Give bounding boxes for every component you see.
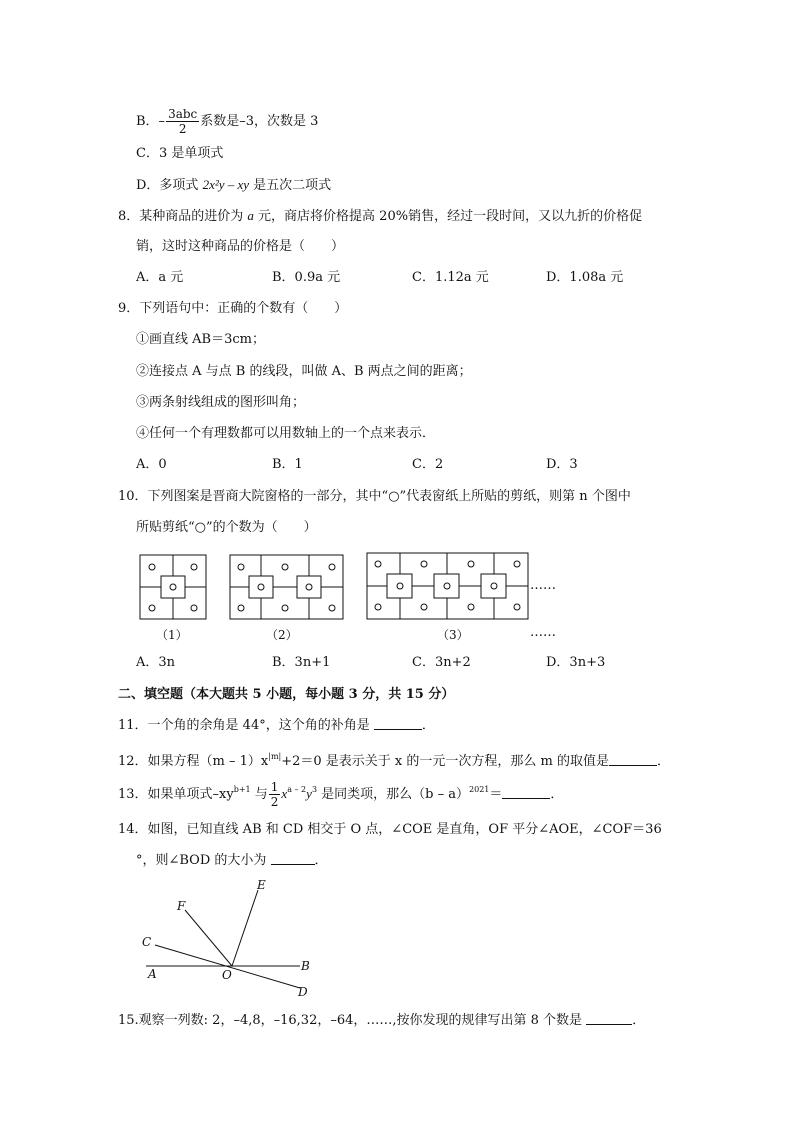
q10-option-d: D．3n+3 — [546, 655, 606, 670]
q8-option-a: A．a 元 — [136, 270, 184, 285]
q8-stem-line2: 销，这时这种商品的价格是（ ） — [136, 239, 345, 254]
q10-figure-label-1: （1） — [156, 628, 188, 642]
q13-text-f: ＝ — [489, 787, 503, 802]
q10-option-b: B．3n+1 — [272, 655, 331, 670]
q13-end: ． — [550, 787, 564, 802]
q10-option-a: A．3n — [136, 655, 176, 670]
q13-text-a: 13．如果单项式–xy — [118, 787, 234, 802]
label-o: O — [222, 968, 232, 982]
q9-statement-2: ②连接点 A 与点 B 的线段，叫做 A、B 两点之间的距离； — [136, 364, 472, 379]
q9-statement-4: ④任何一个有理数都可以用数轴上的一个点来表示． — [136, 426, 436, 441]
q12-text-b: +2＝0 是表示关于 x 的一元一次方程，那么 m 的取值是 — [281, 754, 609, 769]
ray-oe — [232, 890, 258, 966]
label-b: B — [301, 959, 310, 973]
q8-option-d: D．1.08a 元 — [546, 270, 624, 285]
q10-ellipsis-figure: …… — [530, 578, 556, 593]
q10-figure-label-3: （3） — [437, 628, 469, 642]
fraction-denominator: 2 — [270, 795, 279, 809]
q7-option-d-pre: D．多项式 — [136, 178, 203, 193]
q8-text-a: 8．某种商品的进价为 — [118, 209, 248, 224]
label-a: A — [148, 967, 157, 981]
q7-option-d-post: 是五次二项式 — [249, 178, 332, 193]
section-heading-fill-in: 二、填空题（本大题共 5 小题，每小题 3 分，共 15 分） — [118, 687, 455, 702]
q14-end: ． — [314, 853, 328, 868]
q15-end: ． — [632, 1013, 646, 1028]
q13-exponent-2: a – 2 — [287, 785, 307, 794]
label-d: D — [298, 985, 308, 999]
q7-option-b-label: B．– — [136, 114, 166, 129]
q12-end: ． — [657, 754, 671, 769]
q13-exponent-3: 3 — [311, 785, 318, 794]
q15-answer-blank[interactable] — [586, 1012, 632, 1025]
q8-var-a: a — [247, 208, 254, 223]
q12-exponent: |m| — [268, 752, 282, 761]
q13-text-b: 与 — [250, 787, 268, 802]
q9-stem: 9．下列语句中：正确的个数有（ ） — [118, 301, 348, 316]
q9-option-b: B．1 — [272, 457, 303, 472]
q13-var-y: y — [306, 786, 312, 801]
q13-exponent-1: b+1 — [233, 785, 251, 794]
fraction-denominator: 2 — [178, 122, 187, 136]
q7-option-b-text: 系数是–3，次数是 3 — [200, 114, 319, 129]
q8-option-c: C．1.12a 元 — [412, 270, 489, 285]
q9-statement-3: ③两条射线组成的图形叫角； — [136, 395, 306, 410]
q14-stem-line1: 14．如图，已知直线 AB 和 CD 相交于 O 点，∠COE 是直角，OF 平分∠AOE，∠COF＝36 — [118, 822, 662, 837]
q15 — [118, 1012, 645, 1030]
q10-figure-label-2: （2） — [266, 628, 298, 642]
q15-text: 15.观察一列数: 2，–4,8，–16,32，–64，……,按你发现的规律写出第 8 个数是 — [118, 1013, 587, 1028]
fraction-numerator: 1 — [270, 780, 279, 794]
q10-ellipsis-label: …… — [530, 625, 556, 640]
q11-text: 11．一个角的余角是 44°，这个角的补角是 — [118, 718, 374, 733]
q13-exponent-4: 2021 — [469, 785, 490, 794]
label-e: E — [257, 878, 266, 892]
label-c: C — [142, 935, 152, 949]
q13-var-x: x — [281, 786, 288, 801]
q12-text-a: 12．如果方程（m – 1）x — [118, 754, 269, 769]
q14-text: °，则∠BOD 的大小为 — [136, 853, 271, 868]
q9-option-a: A．0 — [136, 457, 167, 472]
fraction-numerator: 3abc — [168, 107, 198, 121]
label-f: F — [177, 899, 186, 913]
q9-statement-1: ①画直线 AB＝3cm； — [136, 332, 265, 347]
q7-option-c: C．3 是单项式 — [136, 146, 224, 161]
ray-of — [185, 910, 232, 966]
q7-option-d-expr: 2x²y – xy — [202, 177, 250, 192]
q13-text-e: 是同类项，那么（b – a） — [317, 787, 470, 802]
q10-stem-line2: 所贴剪纸“○”的个数为（ ） — [136, 520, 317, 535]
q8-text-b: 元，商店将价格提高 20%销售，经过一段时间，又以九折的价格促 — [253, 209, 643, 224]
q10-option-c: C．3n+2 — [412, 655, 471, 670]
q8-option-b: B．0.9a 元 — [272, 270, 341, 285]
q11-end: ． — [421, 718, 435, 733]
q9-option-c: C．2 — [412, 457, 444, 472]
q10-stem-line1: 10．下列图案是晋商大院窗格的一部分，其中“○”代表窗纸上所贴的剪纸，则第 n 个图中 — [118, 489, 631, 504]
q9-option-d: D．3 — [546, 457, 578, 472]
